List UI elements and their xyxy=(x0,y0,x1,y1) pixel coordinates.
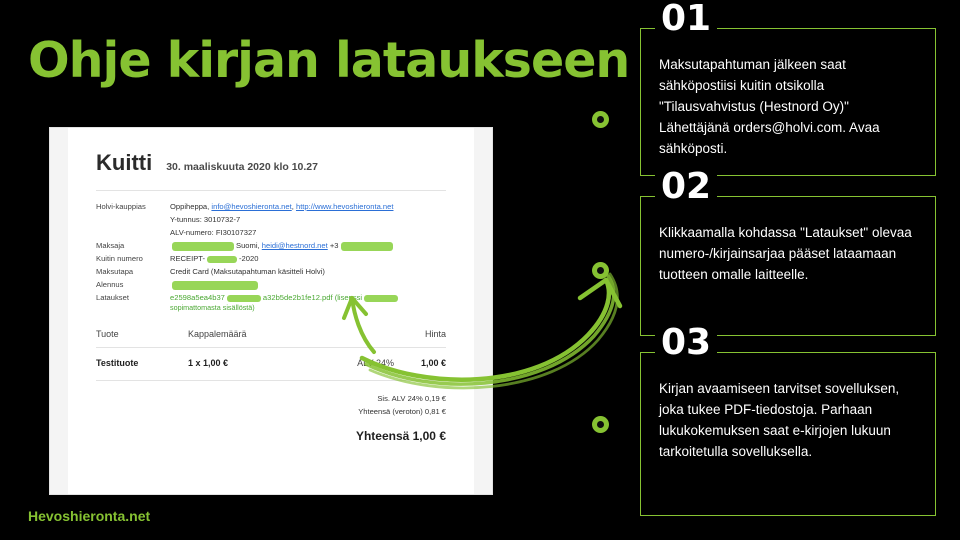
download-link-part1[interactable]: e2598a5ea4b37 xyxy=(170,293,225,302)
cell-product: Testituote xyxy=(96,358,139,369)
field-label: Kuitin numero xyxy=(96,254,143,263)
bullet-dot-3 xyxy=(592,416,609,433)
cell-vat: ALV 24% xyxy=(357,358,394,369)
footer-brand: Hevoshieronta.net xyxy=(28,508,151,524)
receipt-field-merchant xyxy=(96,201,446,212)
payer-phone: +3 xyxy=(329,241,339,250)
merchant-name: Oppiheppa, xyxy=(170,202,210,211)
sep: , xyxy=(291,202,296,211)
field-value: Y-tunnus: 3010732-7 xyxy=(170,215,241,224)
receipt-title: Kuitti xyxy=(96,150,153,175)
cell-price: 1,00 € xyxy=(420,358,446,369)
step-text-03: Kirjan avaamiseen tarvitset sovelluksen, joka tukee PDF-tiedostoja. Parhaan lukukokemuksen saat e-kirjojen lukuun tarkoitetulla sovelluksella. xyxy=(659,381,900,459)
receipt-number-suffix: -2020 xyxy=(239,254,259,263)
receipt-image xyxy=(50,128,492,494)
total-vat: Sis. ALV 24% 0,19 € xyxy=(377,394,446,404)
receipt-field-businessid xyxy=(96,214,446,225)
field-label: Alennus xyxy=(96,280,124,289)
step-number-02: 02 xyxy=(655,169,717,205)
download-link-part3: sopimattomasta sisällöstä) xyxy=(170,303,255,312)
step-body-02 xyxy=(641,197,935,302)
receipt-field-downloads xyxy=(96,292,446,313)
step-card-02 xyxy=(640,166,936,336)
redaction-mark xyxy=(207,256,237,263)
bullet-dot-1 xyxy=(592,111,609,128)
redaction-mark xyxy=(341,242,393,251)
step-text-01: Maksutapahtuman jälkeen saat sähköpostiisi kuitin otsikolla "Tilausvahvistus (Hestnord Oy)" Lähettäjänä orders@holvi.com. Avaa sähköposti. xyxy=(659,57,880,156)
redaction-mark xyxy=(172,242,234,251)
merchant-email-link[interactable]: info@hevoshieronta.net xyxy=(211,202,292,211)
cell-quantity: 1 x 1,00 € xyxy=(188,358,229,369)
field-label xyxy=(96,227,170,238)
receipt-date: 30. maaliskuuta 2020 klo 10.27 xyxy=(166,161,318,173)
divider xyxy=(96,190,446,191)
col-price: Hinta xyxy=(424,329,446,340)
col-vat xyxy=(316,329,394,339)
receipt-number-prefix: RECEIPT- xyxy=(170,254,206,263)
field-label: Maksutapa xyxy=(96,267,134,276)
bullet-dot-2 xyxy=(592,262,609,279)
field-label: Maksaja xyxy=(96,241,125,250)
receipt-field-number xyxy=(96,253,446,264)
step-body-03 xyxy=(641,353,935,479)
step-body-01 xyxy=(641,29,935,176)
field-label: Lataukset xyxy=(96,293,129,302)
field-value xyxy=(170,292,446,313)
payer-email-link[interactable]: heidi@hestnord.net xyxy=(261,241,328,250)
receipt-field-discount xyxy=(96,279,446,290)
download-link-part2[interactable]: a32b5de2b1fe12.pdf (lisenssi xyxy=(262,293,363,302)
field-value: Credit Card (Maksutapahtuman käsitteli Holvi) xyxy=(170,267,325,276)
field-label: Holvi-kauppias xyxy=(96,202,146,211)
merchant-site-link[interactable]: http://www.hevoshieronta.net xyxy=(295,202,394,211)
col-quantity: Kappalemäärä xyxy=(188,329,247,340)
redaction-mark xyxy=(172,281,258,290)
receipt-grand-total: Yhteensä 1,00 € xyxy=(355,429,446,444)
receipt-header xyxy=(96,150,446,176)
col-product: Tuote xyxy=(96,329,119,340)
field-value xyxy=(170,279,446,290)
table-row xyxy=(96,348,446,381)
total-net: Yhteensä (veroton) 0,81 € xyxy=(358,407,446,417)
field-label xyxy=(96,214,170,225)
field-value xyxy=(170,201,446,212)
page-title: Ohje kirjan lataukseen xyxy=(28,32,630,89)
payer-country: Suomi, xyxy=(236,241,260,250)
step-text-02: Klikkaamalla kohdassa "Lataukset" olevaa numero-/kirjainsarjaa pääset lataamaan tuotteen omalle laitteelle. xyxy=(659,225,912,282)
step-number-03: 03 xyxy=(655,325,717,361)
field-value xyxy=(170,240,446,251)
redaction-mark xyxy=(364,295,398,302)
redaction-mark xyxy=(227,295,261,302)
field-value xyxy=(170,253,446,264)
receipt-field-paymethod xyxy=(96,266,446,277)
receipt-totals xyxy=(96,393,446,419)
field-value: ALV-numero: FI30107327 xyxy=(170,228,257,237)
receipt-page xyxy=(68,128,474,494)
receipt-table-header xyxy=(96,329,446,348)
receipt-field-vatnumber xyxy=(96,227,446,238)
receipt-field-payer xyxy=(96,240,446,251)
step-card-03 xyxy=(640,322,936,516)
step-number-01: 01 xyxy=(655,1,717,37)
step-card-01 xyxy=(640,0,936,176)
